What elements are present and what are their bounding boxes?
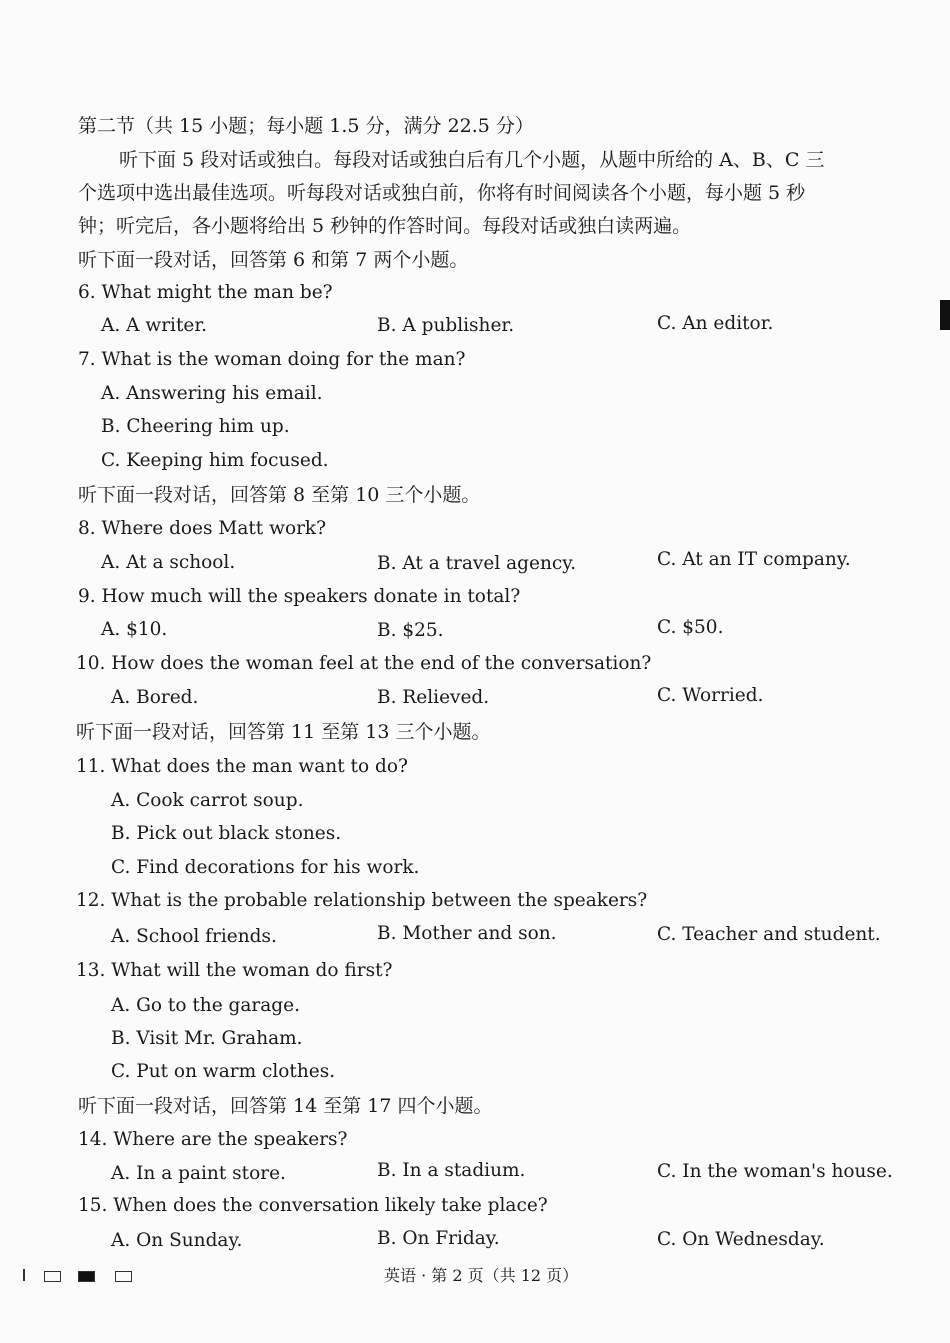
- page-footer: [0, 1265, 950, 1289]
- question-15: 15. When does the conversation likely take place?: [78, 1195, 548, 1216]
- question-14: 14. Where are the speakers?: [78, 1129, 348, 1150]
- q8-option-b: B. At a travel agency.: [377, 553, 577, 574]
- instructions-line-2: 个选项中选出最佳选项。听每段对话或独白前，你将有时间阅读各个小题，每小题 5 秒: [78, 182, 806, 204]
- q15-option-c: C. On Wednesday.: [657, 1229, 825, 1250]
- question-13: 13. What will the woman do first?: [76, 960, 393, 981]
- q9-option-a: A. $10.: [101, 619, 168, 640]
- q13-option-c: C. Put on warm clothes.: [111, 1061, 336, 1082]
- q12-option-c: C. Teacher and student.: [657, 924, 881, 945]
- q8-option-c: C. At an IT company.: [657, 549, 851, 570]
- footer-empty-box-icon: [44, 1271, 61, 1282]
- q7-option-c: C. Keeping him focused.: [101, 450, 329, 471]
- question-6: 6. What might the man be?: [78, 282, 333, 303]
- q13-option-b: B. Visit Mr. Graham.: [111, 1028, 303, 1049]
- section-heading: 第二节（共 15 小题；每小题 1.5 分，满分 22.5 分）: [78, 115, 534, 137]
- question-8: 8. Where does Matt work?: [78, 518, 327, 539]
- direction-dialogue-2: 听下面一段对话，回答第 8 至第 10 三个小题。: [78, 484, 481, 506]
- q14-option-a: A. In a paint store.: [111, 1163, 286, 1184]
- q8-option-a: A. At a school.: [101, 552, 236, 573]
- question-7: 7. What is the woman doing for the man?: [78, 349, 466, 370]
- q15-option-b: B. On Friday.: [377, 1228, 500, 1249]
- question-9: 9. How much will the speakers donate in total?: [78, 586, 521, 607]
- q10-option-c: C. Worried.: [657, 685, 764, 706]
- q13-option-a: A. Go to the garage.: [111, 995, 300, 1016]
- q10-option-a: A. Bored.: [111, 687, 199, 708]
- footer-tick-mark: [23, 1269, 25, 1281]
- question-10: 10. How does the woman feel at the end of the conversation?: [76, 653, 652, 674]
- q6-option-c: C. An editor.: [657, 313, 774, 334]
- footer-empty-box-icon-2: [115, 1271, 132, 1282]
- page-number-label: 英语 · 第 2 页（共 12 页）: [384, 1266, 579, 1285]
- q7-option-b: B. Cheering him up.: [101, 416, 290, 437]
- q14-option-c: C. In the woman's house.: [657, 1161, 893, 1182]
- direction-dialogue-4: 听下面一段对话，回答第 14 至第 17 四个小题。: [78, 1095, 493, 1117]
- direction-dialogue-3: 听下面一段对话，回答第 11 至第 13 三个小题。: [76, 721, 491, 743]
- q9-option-b: B. $25.: [377, 620, 444, 641]
- q10-option-b: B. Relieved.: [377, 687, 490, 708]
- q7-option-a: A. Answering his email.: [101, 383, 323, 404]
- q9-option-c: C. $50.: [657, 617, 724, 638]
- question-12: 12. What is the probable relationship between the speakers?: [76, 890, 648, 911]
- q12-option-a: A. School friends.: [111, 926, 277, 947]
- instructions-line-1: 听下面 5 段对话或独白。每段对话或独白后有几个小题，从题中所给的 A、B、C 三: [119, 149, 825, 171]
- q11-option-c: C. Find decorations for his work.: [111, 857, 420, 878]
- direction-dialogue-1: 听下面一段对话，回答第 6 和第 7 两个小题。: [78, 249, 469, 271]
- q11-option-b: B. Pick out black stones.: [111, 823, 342, 844]
- q12-option-b: B. Mother and son.: [377, 923, 557, 944]
- footer-filled-box-icon: [78, 1271, 95, 1282]
- q14-option-b: B. In a stadium.: [377, 1160, 526, 1181]
- question-11: 11. What does the man want to do?: [76, 756, 408, 777]
- q15-option-a: A. On Sunday.: [111, 1230, 243, 1251]
- q11-option-a: A. Cook carrot soup.: [111, 790, 304, 811]
- q6-option-b: B. A publisher.: [377, 315, 515, 336]
- scan-edge-marker: [940, 300, 950, 330]
- instructions-line-3: 钟；听完后，各小题将给出 5 秒钟的作答时间。每段对话或独白读两遍。: [78, 215, 692, 237]
- q6-option-a: A. A writer.: [101, 315, 208, 336]
